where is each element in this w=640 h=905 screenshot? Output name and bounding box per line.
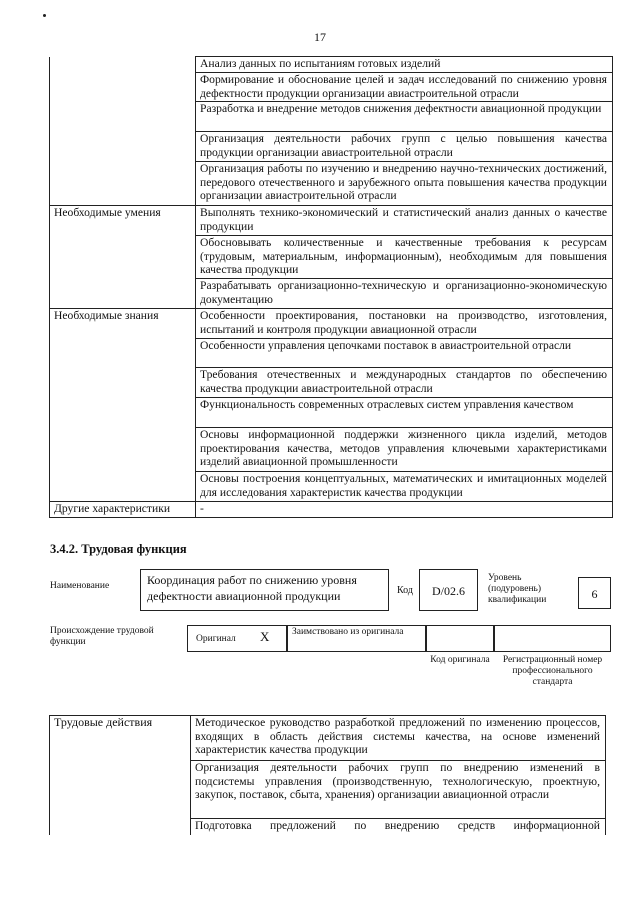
knowledge-cell: Основы построения концептуальных, математических и имитационных моделей для исследования характеристик качества продукции — [196, 472, 613, 502]
reg-number-caption: Регистрационный номер профессионального стандарта — [502, 655, 603, 687]
table-cell: Разработка и внедрение методов снижения дефектности авиационной продукции — [196, 102, 613, 132]
borrowed-label: Заимствовано из оригинала — [287, 625, 426, 652]
knowledge-cell: Требования отечественных и международных стандартов по обеспечению качества продукции авиастроительной отрасли — [196, 368, 613, 398]
knowledge-cell: Особенности проектирования, постановки на производство, изготовления, испытаний и контроля продукции авиационной отрасли — [196, 309, 613, 339]
skill-cell: Разрабатывать организационно-техническую и организационно-экономическую документацию — [196, 279, 613, 309]
skill-cell: Выполнять технико-экономический и статистический анализ данных о качестве продукции — [196, 206, 613, 236]
requirements-table — [49, 56, 613, 518]
code-label: Код — [397, 585, 413, 596]
labor-actions-table — [49, 715, 606, 835]
code-value: D/02.6 — [419, 569, 478, 611]
original-label: Оригинал — [196, 634, 236, 644]
name-label: Наименование — [50, 581, 110, 591]
action-cell: Подготовка предложений по внедрению средств информационной — [191, 819, 606, 835]
code-original-cell — [426, 625, 494, 652]
table-cell: Организация деятельности рабочих групп с целью повышения качества продукции организации авиастроительной отрасли — [196, 132, 613, 162]
other-label: Другие характеристики — [50, 502, 196, 518]
page-number: 17 — [314, 30, 326, 44]
table-cell: Анализ данных по испытаниям готовых изделий — [196, 57, 613, 73]
original-cell — [187, 625, 287, 652]
table-label-cell — [50, 57, 196, 73]
action-cell: Методическое руководство разработкой предложений по изменению процессов, входящих в область действия системы качества, на основе изменений характеристик качества продукции — [191, 716, 606, 761]
action-cell: Организация деятельности рабочих групп по внедрению изменений в подсистемы управления (производственную, технологическую, проектную, закупок, поставок, сбыта, хранения) организации авиационной отрасли — [191, 761, 606, 819]
other-value: - — [196, 502, 613, 518]
actions-label: Трудовые действия — [50, 716, 191, 761]
knowledge-cell: Основы информационной поддержки жизненного цикла изделий, методов проектирования качества, методов управления ключевыми характеристиками изделий авиационной промышленности — [196, 428, 613, 472]
table-cell: Формирование и обоснование целей и задач исследований по снижению уровня дефектности продукции организации авиастроительной отрасли — [196, 73, 613, 102]
knowledge-label: Необходимые знания — [50, 309, 196, 339]
code-original-caption: Код оригинала — [430, 655, 490, 665]
original-mark: X — [260, 629, 270, 644]
section-title: 3.4.2. Трудовая функция — [50, 542, 187, 556]
skill-cell: Обосновывать количественные и качественные требования к ресурсам (трудовым, материальным, информационным), необходимым для повышения качества продукции — [196, 236, 613, 279]
knowledge-cell: Особенности управления цепочками поставок в авиастроительной отрасли — [196, 339, 613, 368]
name-value: Координация работ по снижению уровня дефектности авиационной продукции — [140, 569, 389, 611]
skills-label: Необходимые умения — [50, 206, 196, 236]
table-cell: Организация работы по изучению и внедрению научно-технических достижений, передового отечественного и зарубежного опыта повышения качества продукции организации авиастроительной отрасли — [196, 162, 613, 206]
reg-number-cell — [494, 625, 611, 652]
level-label: Уровень (подуровень) квалификации — [488, 573, 547, 605]
origin-label: Происхождение трудовой функции — [50, 626, 154, 647]
level-value: 6 — [578, 577, 611, 609]
scan-speck — [43, 14, 46, 17]
knowledge-cell: Функциональность современных отраслевых систем управления качеством — [196, 398, 613, 428]
